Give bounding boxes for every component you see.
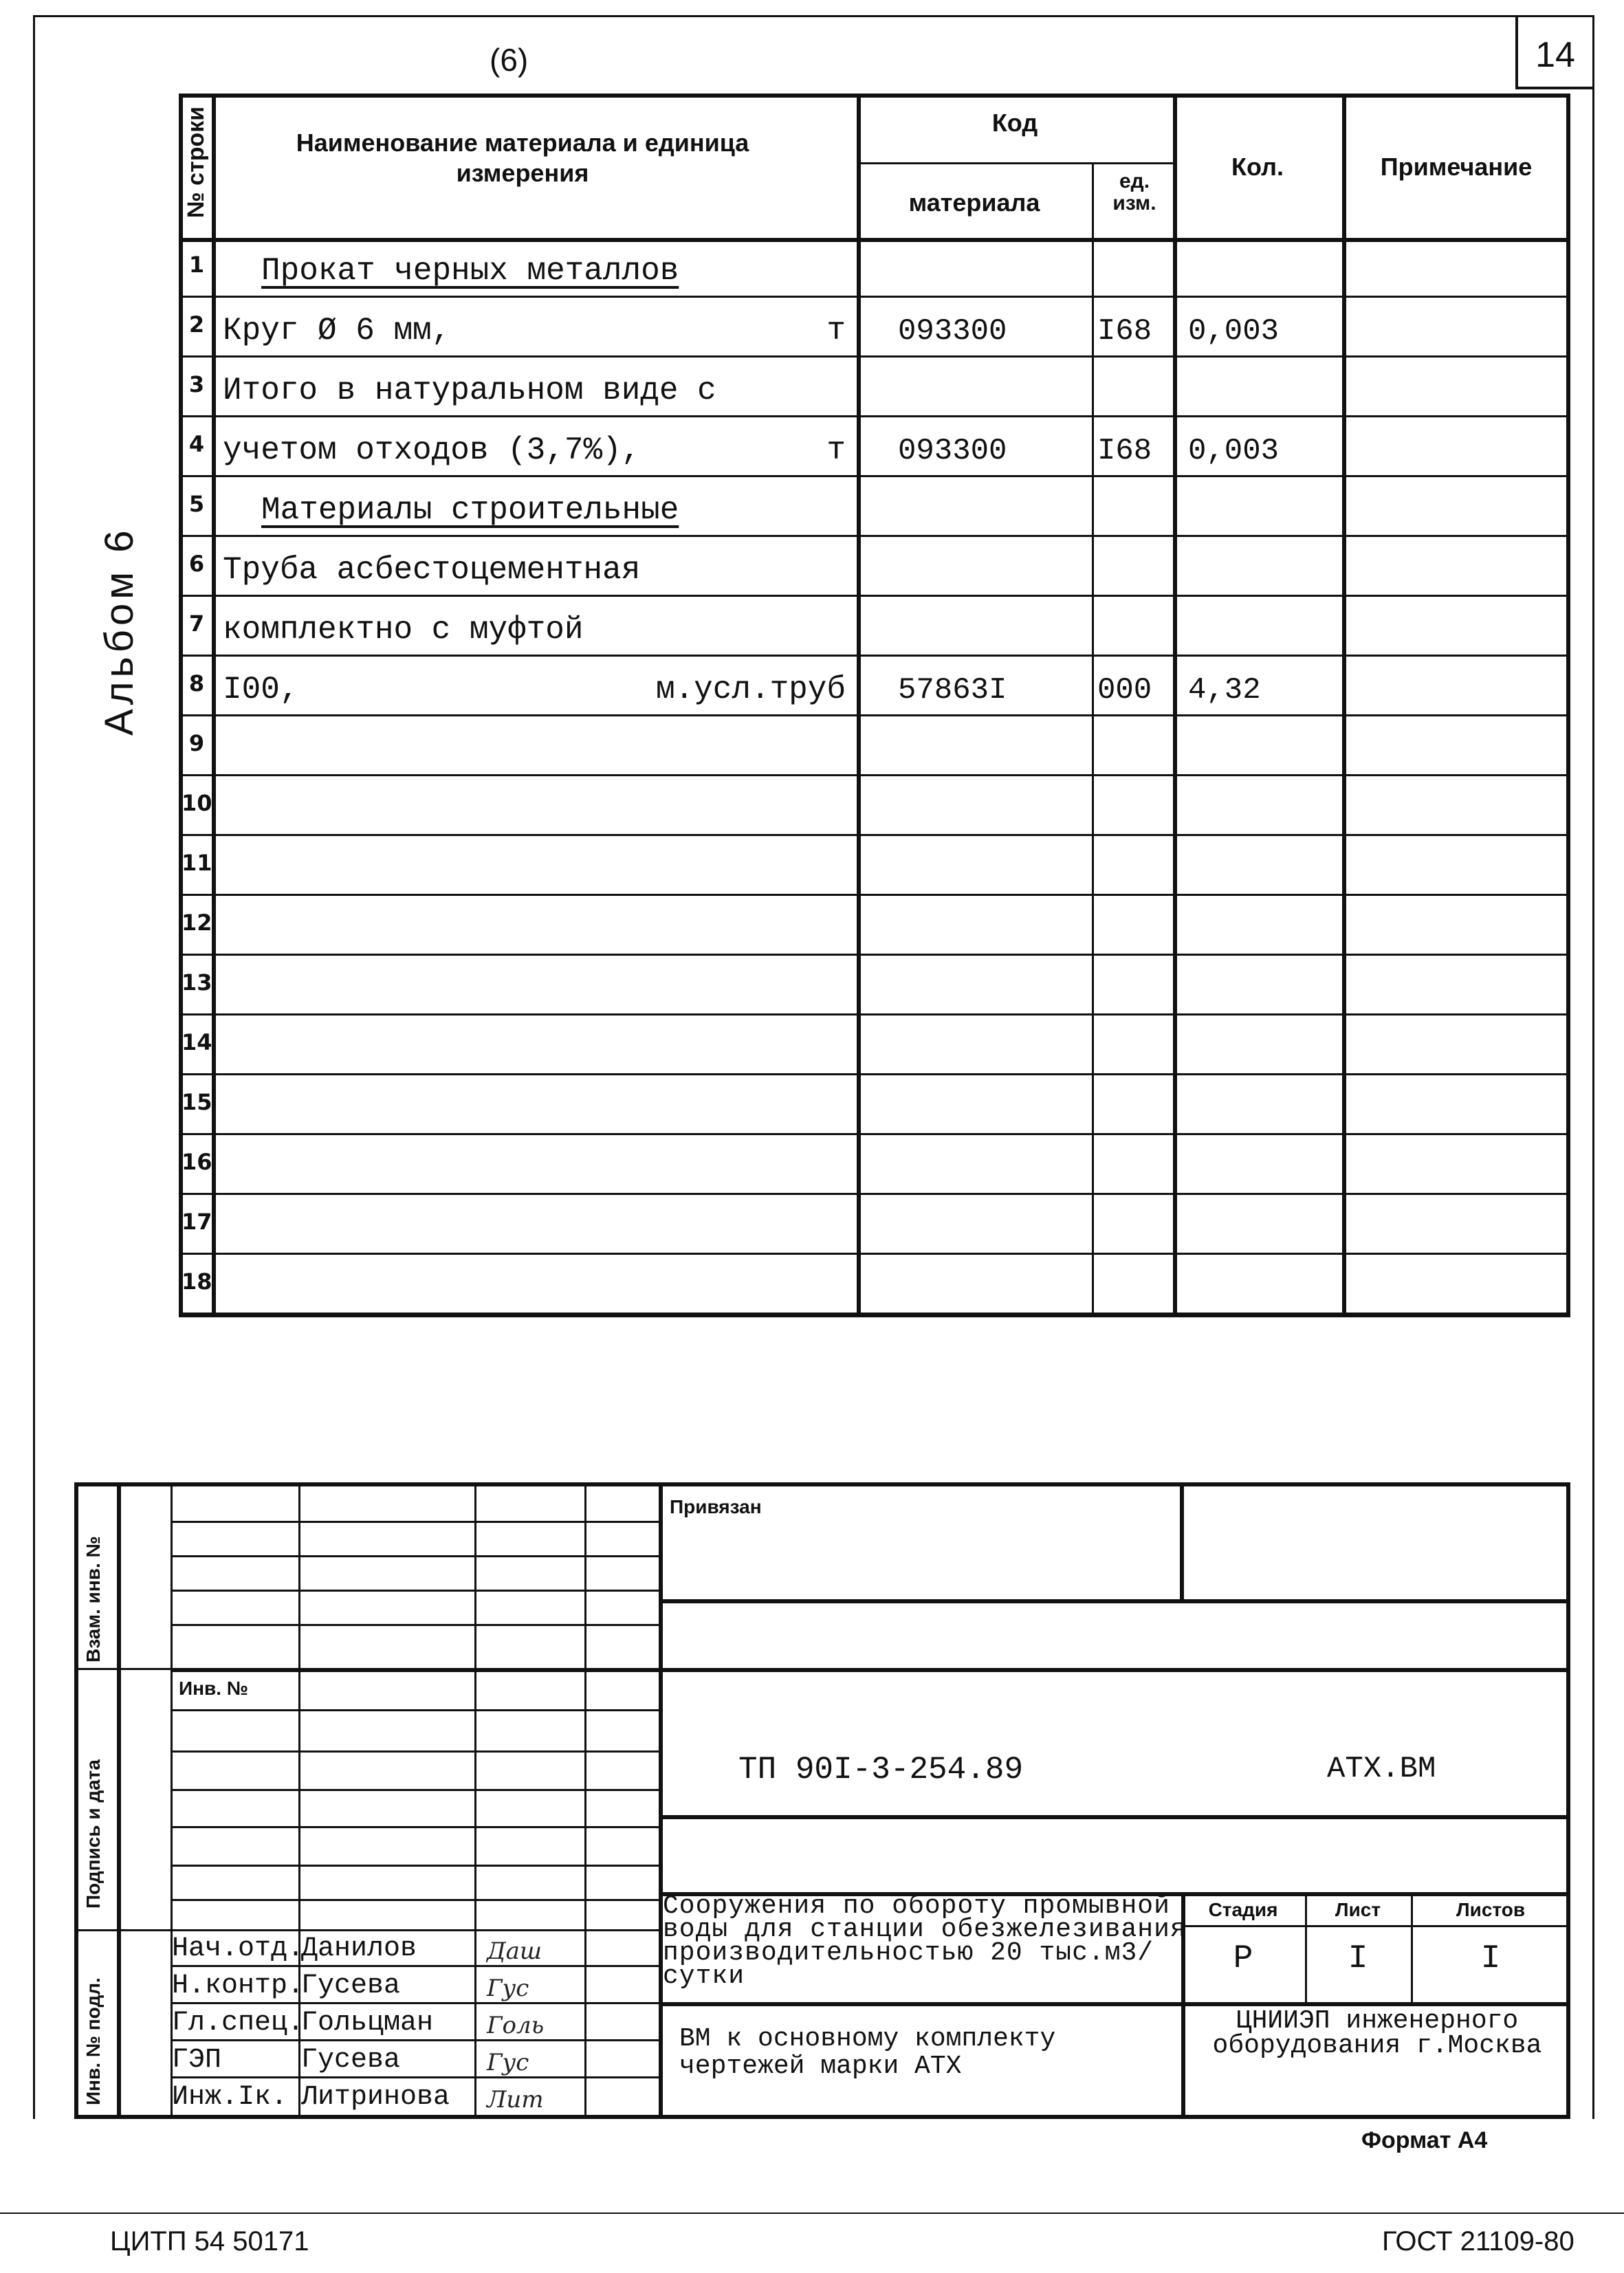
signature-grid-line — [171, 2039, 659, 2041]
row-material-code: 093300 — [898, 314, 1007, 349]
stage-label: Стадия — [1208, 1899, 1278, 1920]
header-name: Наименование материала и единица измерения — [296, 129, 749, 187]
staff-name: Гольцман — [301, 2008, 434, 2039]
table-row — [179, 776, 1570, 836]
staff-role: Гл.спец. — [172, 2008, 305, 2039]
project-title: Сооружения по обороту промывной воды для станции обезжелезивания производительностью 20 тыс.м3/сутки — [663, 1891, 1187, 1991]
footer-right: ГОСТ 21109-80 — [1382, 2226, 1574, 2256]
row-number: 12 — [182, 910, 212, 936]
staff-role: Инж.Iк. — [172, 2082, 288, 2113]
table-row — [179, 1075, 1570, 1135]
row-name: комплектно с муфтой — [223, 612, 584, 648]
row-unit: т — [826, 432, 846, 468]
header-code-unit: ед. изм. — [1112, 170, 1156, 215]
staff-role: ГЭП — [172, 2045, 222, 2076]
header-qty: Кол. — [1231, 153, 1284, 181]
table-row — [179, 716, 1570, 776]
header-row-no: № строки — [183, 106, 209, 219]
signature-grid-line — [171, 1709, 659, 1711]
signature-grid-line — [171, 1965, 659, 1967]
row-number: 5 — [188, 491, 205, 517]
staff-signature: Лит — [487, 2086, 544, 2113]
table-row — [179, 896, 1570, 956]
sheet-left-border — [33, 15, 35, 2119]
row-number: 8 — [188, 670, 205, 696]
table-row — [179, 1135, 1570, 1195]
side-label-podpis: Подпись и дата — [83, 1759, 104, 1909]
signature-grid-line — [171, 1899, 659, 1901]
table-row — [179, 417, 1570, 477]
corner-number-box — [1515, 15, 1592, 89]
footer-left: ЦИТП 54 50171 — [110, 2226, 309, 2256]
signature-grid-line — [171, 1521, 659, 1523]
staff-name: Данилов — [301, 1933, 417, 1964]
sheet-label: Лист — [1335, 1899, 1381, 1920]
header-code-material: материала — [908, 188, 1040, 217]
privyazan-split — [1180, 1482, 1184, 1599]
row-qty: 0,003 — [1188, 314, 1280, 349]
page-marker: (6) — [490, 42, 529, 78]
side-label-inv: Инв. № подл. — [83, 1977, 104, 2105]
signature-grid-line — [171, 1750, 659, 1753]
sheet-top-border — [33, 15, 1594, 17]
table-row — [179, 657, 1570, 716]
row-unit-code: I68 — [1097, 314, 1152, 349]
header-code: Код — [991, 109, 1038, 137]
sig-col-4 — [584, 1482, 586, 2119]
stage-value: Р — [1233, 1940, 1253, 1977]
row-name: Итого в натуральном виде с — [223, 373, 716, 408]
row-qty: 0,003 — [1188, 434, 1280, 468]
row-number: 13 — [182, 969, 212, 996]
row-name: Материалы строительные — [261, 492, 679, 528]
side-sep-2 — [74, 1929, 171, 1931]
table-row — [179, 597, 1570, 657]
signature-grid-line — [171, 2002, 659, 2004]
privyazan-bottom — [659, 1599, 1570, 1603]
staff-role: Нач.отд. — [172, 1933, 305, 1964]
staff-name: Литринова — [301, 2082, 450, 2113]
row-name: I00, — [223, 672, 299, 707]
row-number: 3 — [188, 371, 205, 397]
table-row — [179, 477, 1570, 537]
inv-no-label: Инв. № — [179, 1678, 249, 1699]
sheet-right-border — [1592, 15, 1594, 2119]
row-name: Круг Ø 6 мм, — [223, 313, 451, 349]
row-number: 6 — [188, 551, 205, 577]
signature-grid-line — [171, 1929, 659, 1931]
title-block — [74, 1482, 1570, 2119]
row-name: Труба асбестоцементная — [223, 552, 641, 588]
header-note: Примечание — [1380, 153, 1533, 181]
format-label: Формат А4 — [1361, 2127, 1488, 2153]
sheet-value: I — [1348, 1940, 1368, 1977]
row-number: 15 — [182, 1089, 212, 1115]
sheets-value: I — [1480, 1940, 1501, 1977]
row-number: 4 — [188, 431, 205, 457]
signature-grid-line — [171, 1865, 659, 1867]
row-material-code: 57863I — [898, 673, 1007, 707]
row-number: 1 — [188, 252, 205, 278]
row-number: 16 — [182, 1149, 212, 1175]
staff-name: Гусева — [301, 1970, 401, 2001]
corner-number: 14 — [1535, 35, 1575, 75]
stage-header-bottom — [1181, 1925, 1570, 1927]
privyazan-label: Привязан — [670, 1496, 762, 1517]
doc-number-bottom — [659, 1815, 1570, 1819]
org-name: ЦНИИЭП инженерного оборудования г.Москва — [1212, 2006, 1542, 2061]
staff-signature: Гус — [487, 2049, 529, 2076]
inv-row-top — [171, 1668, 1570, 1672]
staff-signature: Гус — [487, 1975, 529, 2002]
row-number: 17 — [182, 1209, 212, 1235]
row-material-code: 093300 — [898, 434, 1007, 468]
row-number: 18 — [182, 1269, 212, 1295]
row-number: 9 — [188, 730, 205, 756]
signature-grid-line — [171, 1590, 659, 1592]
table-row — [179, 956, 1570, 1015]
table-row — [179, 1255, 1570, 1315]
doc-mark: АТХ.ВМ — [1327, 1752, 1436, 1786]
signature-grid-line — [171, 1789, 659, 1791]
code-header-split — [857, 162, 1173, 164]
staff-signature: Голь — [487, 2012, 545, 2039]
album-label: Альбом 6 — [97, 526, 142, 736]
staff-name: Гусева — [301, 2045, 401, 2076]
signature-grid-line — [171, 1624, 659, 1626]
row-qty: 4,32 — [1188, 673, 1261, 707]
row-unit-code: 000 — [1097, 673, 1152, 707]
table-row — [179, 1015, 1570, 1075]
footer-rule — [0, 2212, 1624, 2214]
staff-role: Н.контр. — [172, 1970, 305, 2001]
doc-number: ТП 90I-3-254.89 — [738, 1752, 1024, 1788]
row-number: 10 — [182, 790, 212, 816]
row-unit: м.усл.труб — [655, 672, 846, 707]
materials-table — [179, 94, 1570, 1317]
row-unit-code: I68 — [1097, 434, 1152, 468]
table-row — [179, 1195, 1570, 1255]
doc-title: ВМ к основному комплекту чертежей марки АТХ — [679, 2024, 1056, 2081]
row-number: 2 — [188, 311, 205, 338]
row-unit: т — [826, 313, 846, 349]
signature-grid-line — [171, 1555, 659, 1557]
side-strip-line — [117, 1482, 121, 2119]
staff-signature: Даш — [487, 1937, 542, 1965]
row-number: 14 — [182, 1029, 212, 1055]
table-row — [179, 298, 1570, 358]
sig-col-5 — [659, 1482, 663, 2119]
sheets-label: Листов — [1456, 1899, 1526, 1920]
table-row — [179, 238, 1570, 298]
table-row — [179, 836, 1570, 896]
row-number: 11 — [182, 850, 212, 876]
row-name: учетом отходов (3,7%), — [223, 432, 641, 468]
signature-grid-line — [171, 2076, 659, 2078]
signature-grid-line — [171, 1826, 659, 1828]
row-number: 7 — [188, 611, 205, 637]
table-row — [179, 358, 1570, 417]
side-label-vzam: Взам. инв. № — [83, 1536, 104, 1662]
row-line — [179, 1313, 1570, 1315]
row-name: Прокат черных металлов — [261, 253, 679, 289]
table-row — [179, 537, 1570, 597]
side-sep-1 — [74, 1668, 171, 1670]
sig-col-3 — [474, 1482, 476, 2119]
